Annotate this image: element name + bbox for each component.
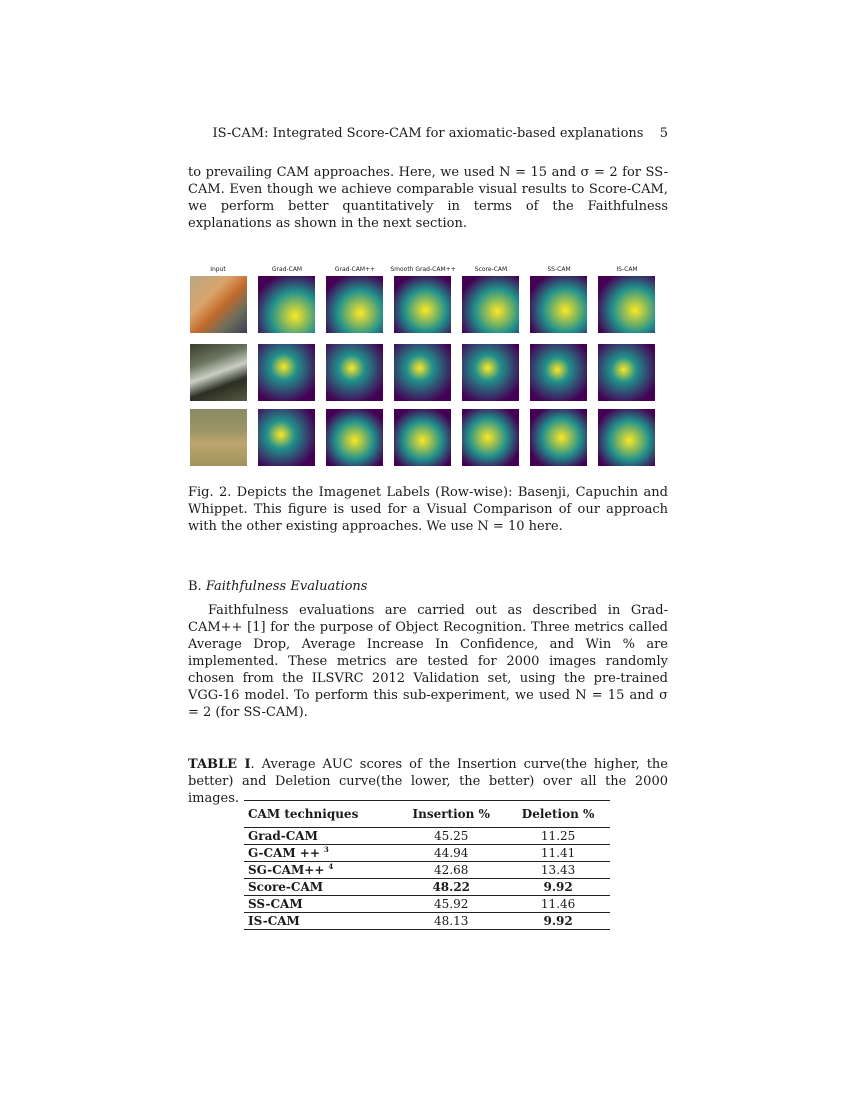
input-image <box>190 344 247 401</box>
heatmap-image <box>530 276 587 333</box>
deletion-cell: 11.25 <box>506 828 610 845</box>
deletion-cell: 11.46 <box>506 896 610 913</box>
column-label-gradcampp: Grad-CAM++ <box>334 266 376 273</box>
heatmap-image <box>462 409 519 466</box>
deletion-cell: 9.92 <box>506 879 610 896</box>
table-row <box>244 879 610 896</box>
insertion-cell: 45.92 <box>396 896 506 913</box>
section-heading <box>188 578 367 595</box>
column-label-iscam: IS-CAM <box>616 266 638 273</box>
section-paragraph: Faithfulness evaluations are carried out as described in Grad-CAM++ [1] for the purpose of Object Recognition. Three metrics called Average Drop, Average Increase In Confidence, and Win % are implemented. These metrics are tested for 2000 images randomly chosen from the ILSVRC 2012 Validation set, using the pre-trained VGG-16 model. To perform this sub-experiment, we used N = 15 and σ = 2 (for SS-CAM). <box>188 603 668 720</box>
method-cell <box>244 879 396 896</box>
results-table <box>244 800 610 930</box>
intro-paragraph: to prevailing CAM approaches. Here, we used N = 15 and σ = 2 for SS-CAM. Even though we achieve comparable visual results to Score-CAM, we perform better quantitatively in terms of the Faithfulness explanations as shown in the next section. <box>188 165 668 231</box>
column-label-sscam: SS-CAM <box>547 266 571 273</box>
section-number: B. <box>188 579 202 594</box>
method-cell <box>244 828 396 845</box>
running-title: IS-CAM: Integrated Score-CAM for axiomatic-based explanations <box>212 126 644 141</box>
input-image <box>190 409 247 466</box>
heatmap-image <box>530 344 587 401</box>
table-row <box>244 845 610 862</box>
method-name: Grad-CAM <box>248 829 318 843</box>
heatmap-image <box>326 409 383 466</box>
column-label-gradcam: Grad-CAM <box>271 266 303 273</box>
table-caption-label: TABLE I <box>188 757 251 772</box>
deletion-cell: 9.92 <box>506 913 610 930</box>
column-label-input: Input <box>210 266 226 273</box>
insertion-cell: 48.13 <box>396 913 506 930</box>
method-name: SS-CAM <box>248 897 303 911</box>
deletion-cell: 11.41 <box>506 845 610 862</box>
figure-caption: Fig. 2. Depicts the Imagenet Labels (Row-wise): Basenji, Capuchin and Whippet. This figure is used for a Visual Comparison of our approach with the other existing approaches. We use N = 10 here. <box>188 485 668 534</box>
insertion-cell: 45.25 <box>396 828 506 845</box>
method-cell <box>244 896 396 913</box>
heatmap-image <box>598 344 655 401</box>
method-name: IS-CAM <box>248 914 300 928</box>
table-row <box>244 828 610 845</box>
method-cell <box>244 913 396 930</box>
running-header <box>188 126 668 142</box>
heatmap-image <box>598 276 655 333</box>
footnote-marker: 3 <box>323 845 329 854</box>
heatmap-image <box>394 276 451 333</box>
method-cell <box>244 862 396 879</box>
deletion-cell: 13.43 <box>506 862 610 879</box>
insertion-cell: 44.94 <box>396 845 506 862</box>
heatmap-image <box>462 344 519 401</box>
header-deletion: Deletion % <box>506 801 610 828</box>
table-row <box>244 913 610 930</box>
header-insertion: Insertion % <box>396 801 506 828</box>
method-name: Score-CAM <box>248 880 324 894</box>
table-header-row <box>244 801 610 828</box>
section-title: Faithfulness Evaluations <box>205 579 368 594</box>
table-caption-text: . Average AUC scores of the Insertion curve(the higher, the better) and Deletion curve(the lower, the better) over all the 2000 images. <box>188 757 668 806</box>
heatmap-image <box>462 276 519 333</box>
heatmap-image <box>530 409 587 466</box>
column-label-scorecam: Score-CAM <box>474 266 508 273</box>
header-cam-techniques: CAM techniques <box>244 801 396 828</box>
heatmap-image <box>394 344 451 401</box>
page-number: 5 <box>659 126 668 141</box>
heatmap-image <box>258 344 315 401</box>
table-row <box>244 862 610 879</box>
heatmap-image <box>394 409 451 466</box>
column-label-smooth-gradcampp: Smooth Grad-CAM++ <box>390 266 456 273</box>
heatmap-image <box>258 409 315 466</box>
method-name: G-CAM ++ <box>248 846 320 860</box>
method-name: SG-CAM++ <box>248 863 325 877</box>
footnote-marker: 4 <box>328 862 334 871</box>
table-body <box>244 828 610 930</box>
heatmap-image <box>326 344 383 401</box>
heatmap-image <box>326 276 383 333</box>
insertion-cell: 42.68 <box>396 862 506 879</box>
heatmap-image <box>598 409 655 466</box>
insertion-cell: 48.22 <box>396 879 506 896</box>
comparison-figure <box>188 266 664 470</box>
heatmap-image <box>258 276 315 333</box>
table-row <box>244 896 610 913</box>
input-image <box>190 276 247 333</box>
method-cell <box>244 845 396 862</box>
